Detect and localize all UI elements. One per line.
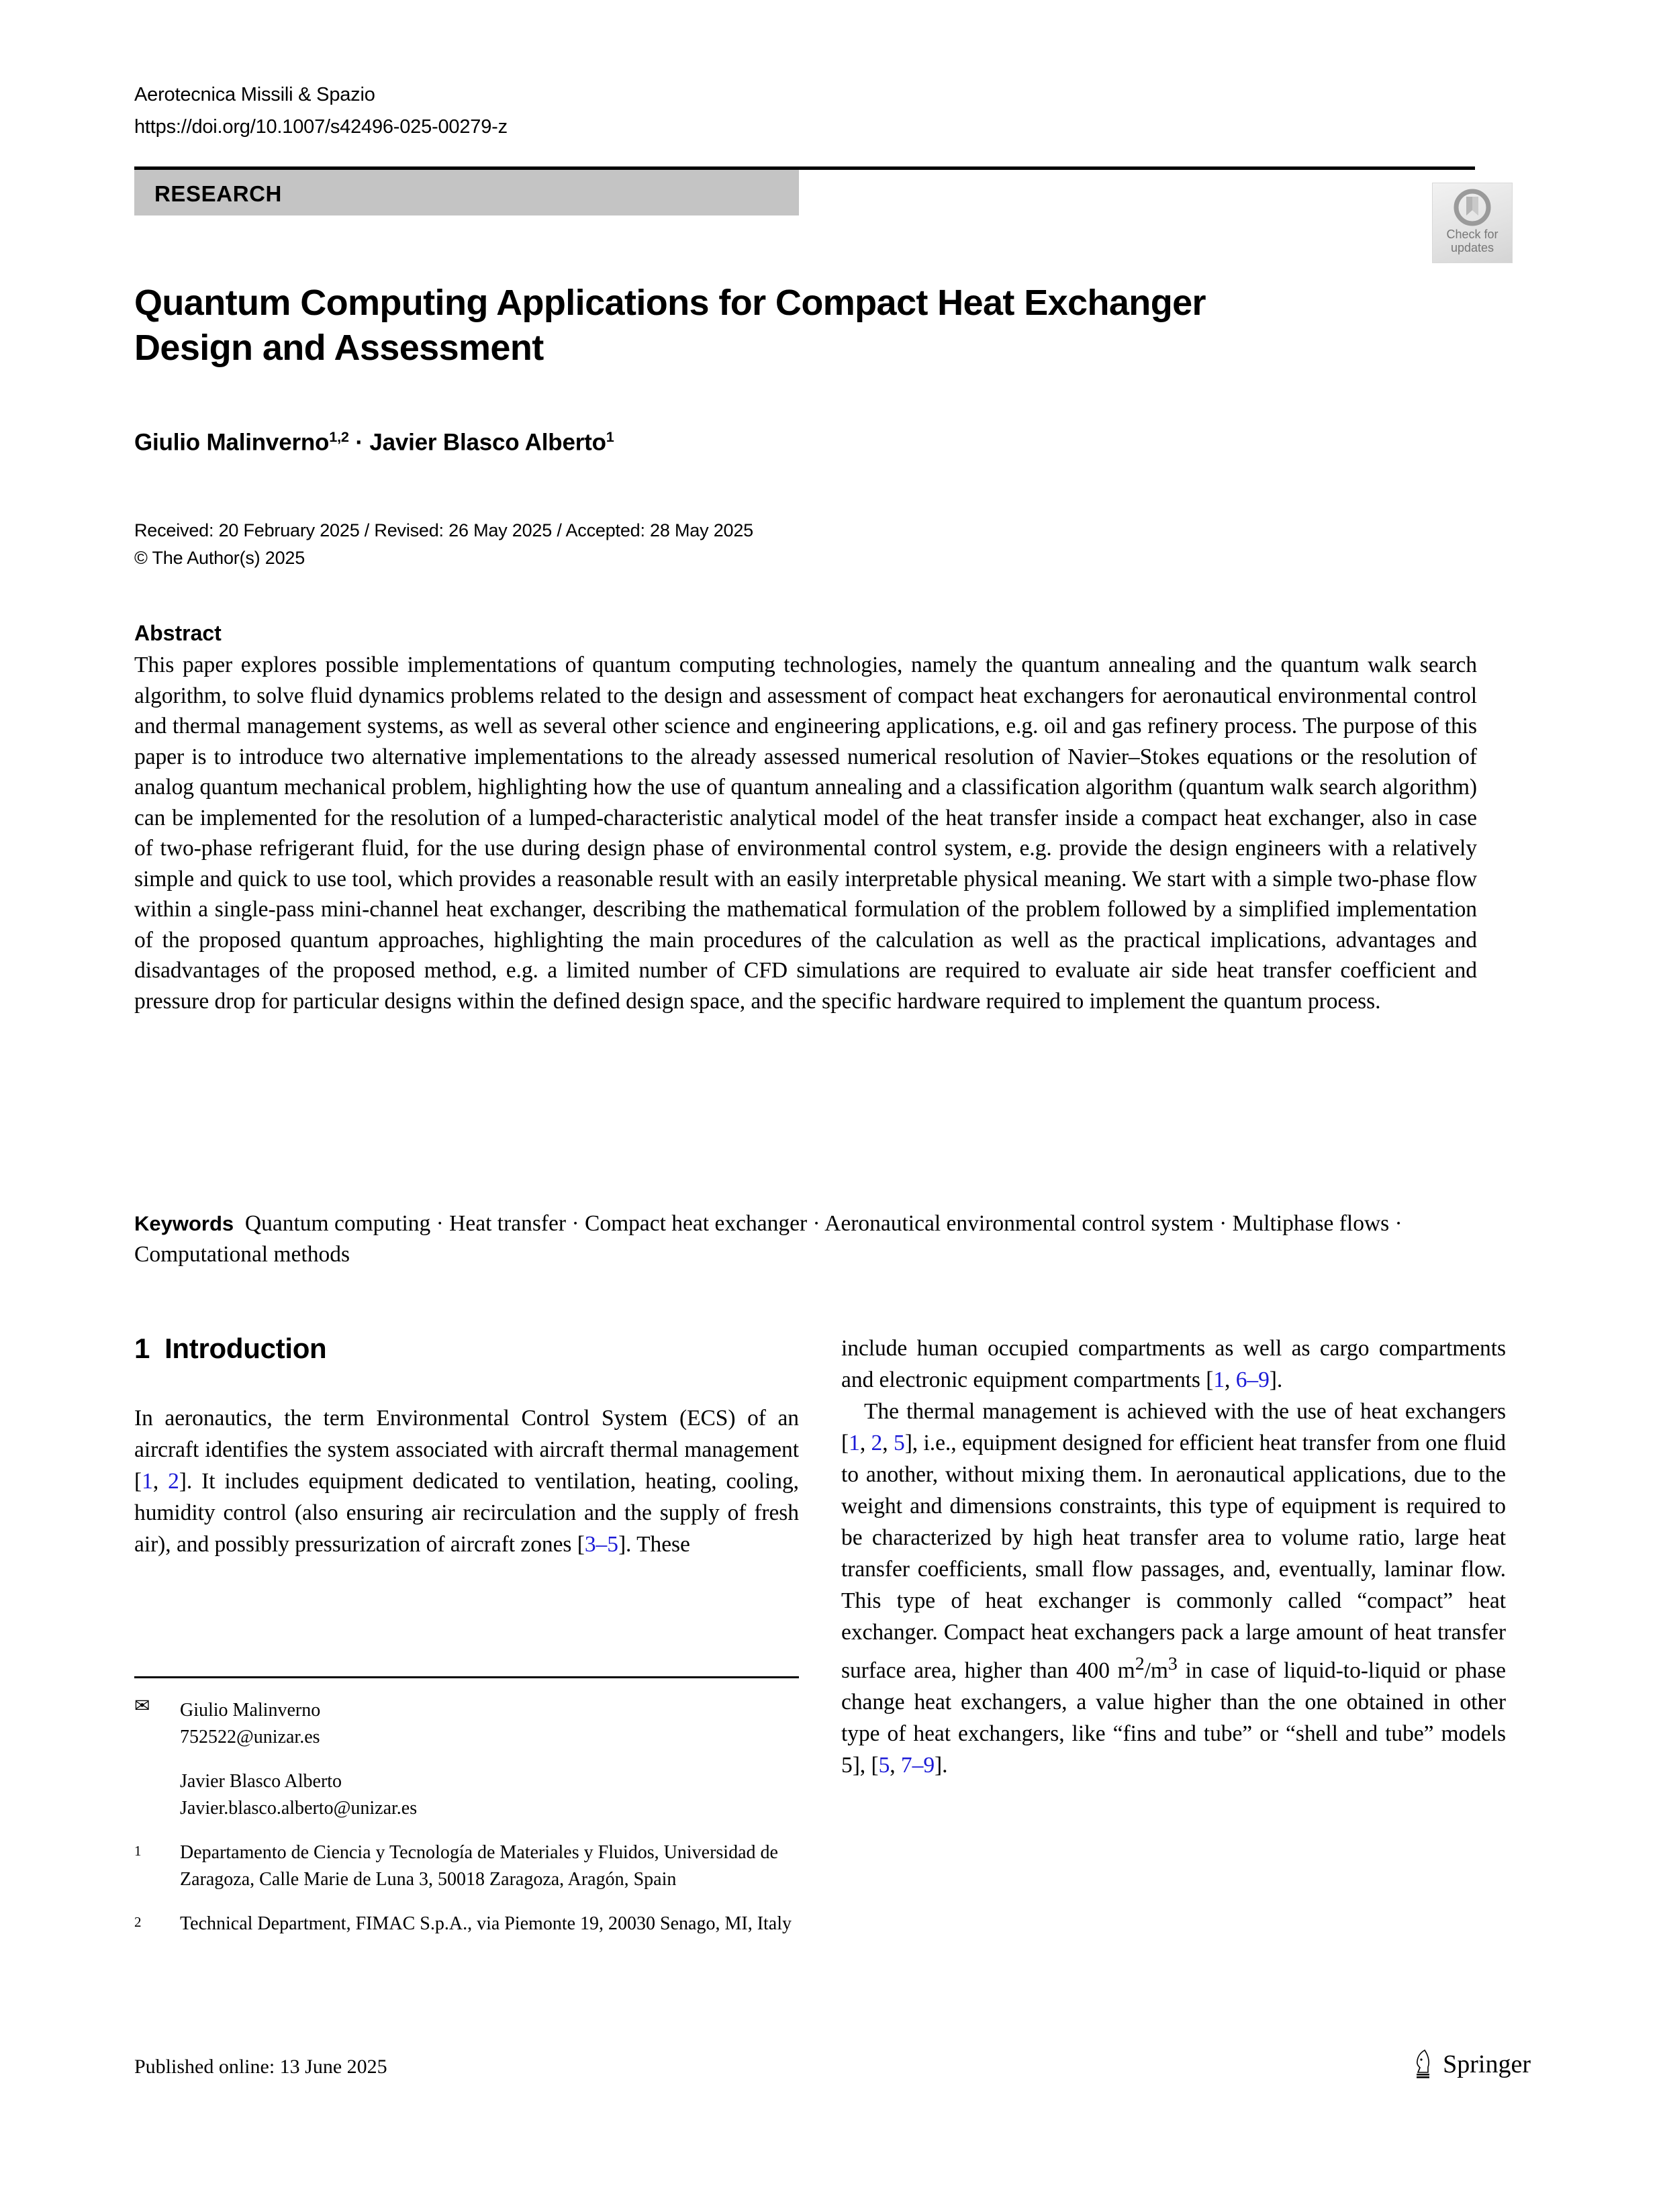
keywords-label: Keywords [134,1212,234,1235]
page-title: Quantum Computing Applications for Compact Heat Exchanger Design and Assessment [134,283,1206,368]
crossmark-badge[interactable] [1432,183,1513,263]
author-list [134,428,1343,456]
right-paragraph-1 [841,1333,1506,1396]
section-heading-introduction [134,1333,799,1365]
journal-name: Aerotecnica Missili & Spazio [134,84,375,105]
copyright-line: © The Author(s) 2025 [134,547,305,568]
publication-dates [134,517,1343,571]
column-left [134,1333,799,1560]
text-run: ], i.e., equipment designed for efficient heat transfer from one fluid to another, without mixing them. In aeronautical applications, due to the weight and dimensions constraints, this type of equipment is required to be characterized by high heat transfer area to volume ratio, large heat transfer coefficients, small flow passages, and, eventually, laminar flow. This type of heat exchanger is commonly called “compact” heat exchanger. Compact heat exchangers pack a large amount of heat transfer surface area, higher than 400 m [841,1431,1506,1684]
citation-link[interactable]: 2 [871,1431,883,1455]
column-right [841,1333,1506,1781]
author-affiliation-marker-1: 1,2 [329,428,349,445]
citation-link[interactable]: 3–5 [584,1532,618,1557]
section-title: Introduction [164,1333,327,1364]
text-run: ]. These [618,1532,690,1557]
citation-link[interactable]: 1 [849,1431,860,1455]
publisher-name: Springer [1443,2050,1531,2078]
text-run: , [882,1431,894,1455]
text-run: include human occupied compartments as well as cargo compartments and electronic equipment compartments [ [841,1336,1506,1392]
author-affiliation-marker-2: 1 [606,428,614,445]
citation-link[interactable]: 1 [1213,1367,1225,1392]
superscript-exponent: 3 [1168,1653,1178,1674]
affiliation-text-1: Departamento de Ciencia y Tecnología de Materiales y Fluidos, Universidad de Zaragoza, Calle Marie de Luna 3, 50018 Zaragoza, Aragón, Spain [180,1842,778,1890]
corresponding-author-email[interactable]: 752522@unizar.es [180,1727,320,1747]
citation-link[interactable]: 1 [142,1469,153,1494]
abstract-text: This paper explores possible implementations of quantum computing technologies, namely the quantum annealing and the quantum walk search algorithm, to solve fluid dynamics problems related to the design and assessment of compact heat exchangers for aeronautical environmental control and thermal management systems, as well as several other science and engineering applications, e.g. oil and gas refinery process. The purpose of this paper is to introduce two alternative implementations to the already assessed numerical resolution of Navier–Stokes equations or the resolution of analog quantum mechanical problem, highlighting how the use of quantum annealing and a classification algorithm (quantum walk search algorithm) can be implemented for the resolution of a lumped-characteristic analytical model of the heat transfer inside a compact heat exchanger, also in case of two-phase refrigerant fluid, for the use during design phase of environmental control system, e.g. provide the design engineers with a relatively simple and quick to use tool, which provides a reasonable result with an easily interpretable physical meaning. We start with a simple two-phase flow within a single-pass mini-channel heat exchanger, describing the mathematical formulation of the problem followed by a simplified implementation of the proposed quantum approaches, highlighting the main procedures of the calculation as well as the practical implications, advantages and disadvantages of the proposed method, e.g. a limited number of CFD simulations are required to evaluate air side heat transfer coefficient and pressure drop for particular designs within the defined design space, and the specific hardware required to implement the quantum process. [134,653,1477,1014]
second-author-name: Javier Blasco Alberto [180,1771,342,1792]
left-paragraph-1 [134,1402,799,1560]
citation-link[interactable]: 7–9 [900,1753,935,1778]
author-separator: · [355,429,363,456]
text-run: , [152,1469,169,1494]
text-run: in case of liquid-to-liquid or phase change heat exchangers, a value higher than the one obtained in other type of heat exchangers, like “fins and tube” or “shell and tube” models 5], [ [841,1658,1507,1778]
citation-link[interactable]: 2 [168,1469,179,1494]
footnote-separator-rule [134,1676,799,1678]
superscript-exponent: 2 [1135,1653,1145,1674]
affiliation-marker-1: 1 [134,1843,142,1859]
text-run: ]. [1269,1367,1283,1392]
crossmark-label [1433,228,1512,254]
affiliation-text-2: Technical Department, FIMAC S.p.A., via Piemonte 19, 20030 Senago, MI, Italy [180,1913,792,1934]
citation-link[interactable]: 5 [878,1753,890,1778]
crossmark-badge-icon [1453,188,1492,227]
text-run: The thermal management is achieved with the use of heat exchangers [ [841,1399,1506,1455]
doi-link[interactable]: https://doi.org/10.1007/s42496-025-00279-z [134,116,508,138]
citation-link[interactable]: 5 [893,1431,905,1455]
envelope-icon: ✉ [134,1696,150,1717]
publisher-logo [1412,2049,1531,2080]
author-name-1: Giulio Malinverno [134,429,330,456]
citation-link[interactable]: 6–9 [1235,1367,1270,1392]
section-number: 1 [134,1333,150,1364]
text-run: , [859,1431,871,1455]
affiliation-marker-2: 2 [134,1914,142,1930]
affiliation-entry-1 [134,1839,806,1893]
article-type-label: RESEARCH [154,181,282,206]
affiliation-entry-2 [134,1911,806,1937]
crossmark-label-line2: updates [1450,241,1494,255]
text-run: ]. [935,1753,948,1778]
second-author-email[interactable]: Javier.blasco.alberto@unizar.es [180,1798,418,1819]
text-run: In aeronautics, the term Environmental Control System (ECS) of an aircraft identifies the system associated with aircraft thermal management [ [134,1406,799,1494]
abstract-heading: Abstract [134,621,222,645]
keywords-list: Quantum computing · Heat transfer · Compact heat exchanger · Aeronautical environmental control system · Multiphase flows · Computational methods [134,1211,1402,1267]
article-type-banner [134,170,799,215]
crossmark-label-line1: Check for [1446,228,1498,241]
springer-knight-icon [1412,2049,1435,2080]
masthead [134,81,1544,141]
right-paragraph-2 [841,1396,1506,1781]
text-run: , [890,1753,901,1778]
second-author-entry [134,1768,806,1822]
text-run: , [1225,1367,1236,1392]
corresponding-author-name: Giulio Malinverno [180,1700,321,1721]
keywords-block [134,1208,1477,1269]
corresponding-author-entry [134,1697,806,1751]
footnote-block [134,1697,806,1955]
text-run: /m [1144,1658,1168,1684]
published-online-date: Published online: 13 June 2025 [134,2056,387,2078]
author-name-2: Javier Blasco Alberto [369,429,606,456]
received-revised-accepted-line: Received: 20 February 2025 / Revised: 26 May 2025 / Accepted: 28 May 2025 [134,520,753,540]
text-run: ]. It includes equipment dedicated to ventilation, heating, cooling, humidity control (also ensuring air recirculation and the supply of fresh air), and possibly pressurization of aircraft zones [ [134,1469,800,1557]
